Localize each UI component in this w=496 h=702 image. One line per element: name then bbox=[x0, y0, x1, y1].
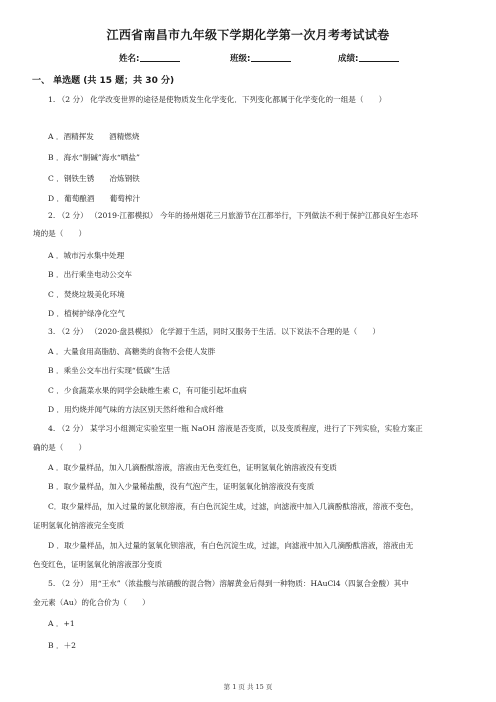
question-4-option-c: C．取少量样品，加入过量的氯化钡溶液，有白色沉淀生成，过滤，向滤液中加入几滴酚酞溶液，溶液不变色， bbox=[48, 502, 419, 511]
question-2-stem: 2. （2 分） （2019·江都模拟） 今年的扬州烟花三月旅游节在江都举行，下列做法不利于保护江都良好生态环 bbox=[48, 211, 418, 220]
question-4-option-a: A ．取少量样品，加入几滴酚酞溶液，溶液由无色变红色，证明氢氧化钠溶液没有变质 bbox=[48, 463, 337, 472]
score-blank bbox=[359, 53, 399, 62]
question-3-option-c: C ．少食蔬菜水果的同学会缺维生素 C，有可能引起坏血病 bbox=[48, 386, 247, 395]
question-1-option-b: B ．海水“制碱”海水“晒盐” bbox=[48, 153, 140, 162]
page-footer: 第 1 页 共 15 页 bbox=[223, 683, 273, 691]
question-3-option-d: D ．用灼烧并闻气味的方法区别天然纤维和合成纤维 bbox=[48, 405, 224, 414]
question-4-option-c-cont: 证明氢氧化钠溶液完全变质 bbox=[33, 521, 125, 530]
question-2-option-d: D ．植树护绿净化空气 bbox=[48, 309, 125, 318]
question-1-option-c: C ．钢铁生锈 冶炼钢铁 bbox=[48, 174, 140, 183]
class-blank bbox=[251, 53, 291, 62]
score-field bbox=[338, 52, 399, 64]
question-4-option-d-cont: 色变红色，证明氢氧化钠溶液部分变质 bbox=[33, 560, 163, 569]
question-1-stem: 1. （2 分） 化学改变世界的途径是使物质发生化学变化．下列变化都属于化学变化的一组是（ ） bbox=[48, 95, 387, 104]
question-1-option-d: D ．葡萄酿酒 葡萄榨汁 bbox=[48, 194, 141, 203]
question-4-stem-cont: 确的是（ ） bbox=[33, 443, 87, 452]
score-label: 成绩: bbox=[338, 54, 359, 64]
question-3-option-b: B ．乘坐公交车出行实现“低碳”生活 bbox=[48, 366, 171, 375]
section-heading: 一、 单选题 (共 15 题；共 30 分) bbox=[32, 76, 175, 86]
question-4-stem: 4. （2 分） 某学习小组测定实验室里一瓶 NaOH 溶液是否变质，以及变质程度，进行了下列实验，实验方案正 bbox=[48, 424, 423, 433]
question-2-option-a: A ．城市污水集中处理 bbox=[48, 251, 125, 260]
question-3-option-a: A ．大量食用高脂肪、高糖类的食物不会使人发胖 bbox=[48, 347, 216, 356]
question-2-stem-cont: 境的是（ ） bbox=[33, 229, 87, 238]
class-label: 班级: bbox=[230, 54, 251, 64]
name-label: 姓名: bbox=[119, 54, 140, 64]
question-4-option-d: D ．取少量样品，加入过量的氢氧化钡溶液，有白色沉淀生成，过滤，向滤液中加入几滴酚酞溶液，溶液由无 bbox=[48, 541, 414, 550]
question-3-stem: 3. （2 分） （2020·盘县模拟） 化学源于生活，同时又服务于生活．以下说法不合理的是（ ） bbox=[48, 327, 381, 336]
question-2-option-b: B ．出行乘坐电动公交车 bbox=[48, 270, 132, 279]
name-blank bbox=[140, 53, 180, 62]
question-5-stem: 5. （2 分） 用“王水”（浓盐酸与浓硝酸的混合物）溶解黄金后得到一种物质：HAuCl4（四氯合金酸）其中 bbox=[48, 579, 409, 588]
question-1-option-a: A ．酒精挥发 酒精燃烧 bbox=[48, 132, 140, 141]
question-5-option-b: B ．＋2 bbox=[48, 641, 77, 650]
class-field bbox=[230, 52, 291, 64]
exam-title: 江西省南昌市九年级下学期化学第一次月考考试试卷 bbox=[106, 28, 390, 42]
name-field bbox=[119, 52, 180, 64]
question-2-option-c: C ．焚烧垃圾美化环境 bbox=[48, 290, 125, 299]
question-5-stem-cont: 金元素（Au）的化合价为（ ） bbox=[33, 598, 150, 607]
question-5-option-a: A ．+1 bbox=[48, 619, 75, 628]
question-4-option-b: B ．取少量样品，加入少量稀盐酸，没有气泡产生，证明氢氧化钠溶液没有变质 bbox=[48, 482, 315, 491]
